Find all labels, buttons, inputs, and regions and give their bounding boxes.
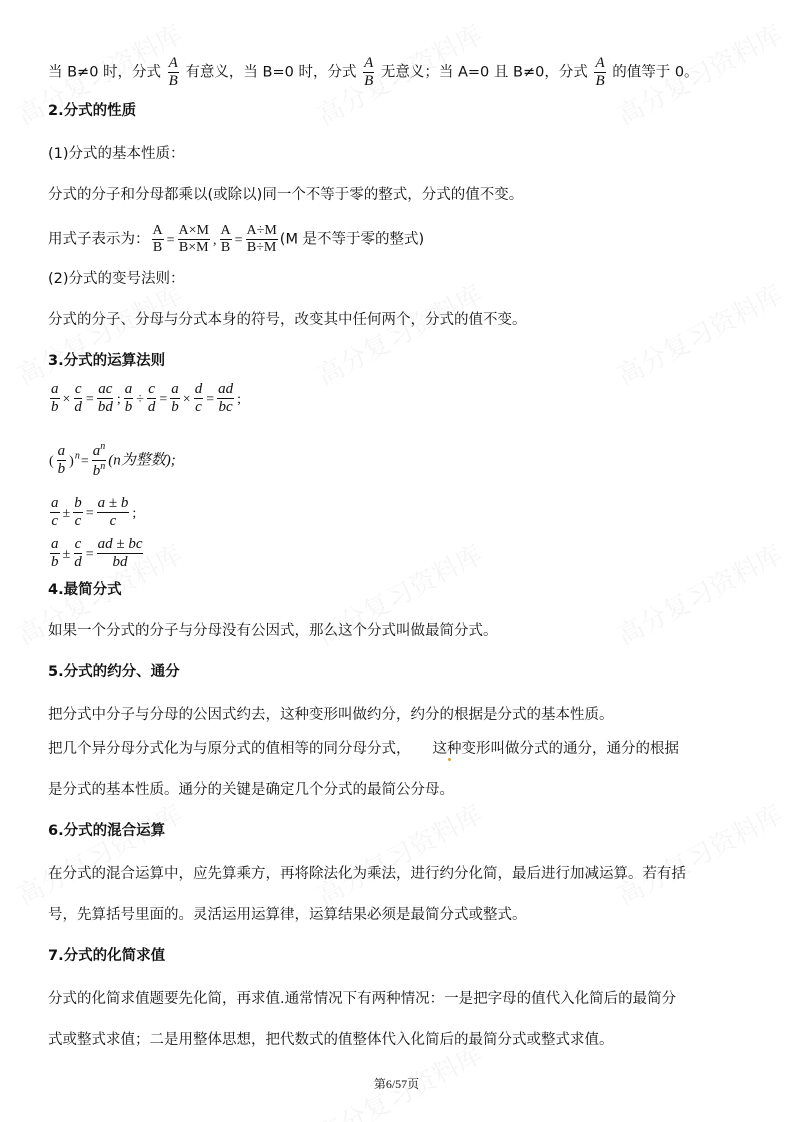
fraction: $\frac{a}{b}$ <box>51 381 59 415</box>
paragraph-common-denominator: 把几个异分母分式化为与原分式的值相等的同分母分式， 这种变形叫做分式的通分，通分的根据 <box>48 741 679 757</box>
fraction: $\frac{A}{B}$ <box>220 223 231 255</box>
paragraph-simplest-fraction: 如果一个分式的分子与分母没有公因式，那么这个分式叫做最简分式。 <box>48 623 498 639</box>
fraction: $\frac{a}{b}$ <box>57 443 66 477</box>
line-definition: 当 B≠0 时，分式 $\frac{A}{B}$ 有意义，当 B=0 时，分式 $\frac{A}{B}$ 无意义；当 A=0 且 B≠0，分式 $\frac{A}{B}$ 的值等于 0。 <box>48 55 699 89</box>
fraction: $\frac{ad}{bc}$ <box>218 381 234 415</box>
fraction: $\frac{d}{c}$ <box>194 381 203 415</box>
watermark <box>310 795 488 913</box>
watermark <box>10 275 188 393</box>
fraction: $\frac{a}{b}$ <box>51 536 59 570</box>
paragraph-sign-rule: 分式的分子、分母与分式本身的符号，改变其中任何两个，分式的值不变。 <box>48 312 527 328</box>
orange-dot <box>448 758 451 761</box>
paragraph-basic-property: 分式的分子和分母都乘以(或除以)同一个不等于零的整式，分式的值不变。 <box>48 187 524 203</box>
formula-different-denominator: $\frac{a}{b}$ ± $\frac{c}{d}$ = $\frac{ad \pm bc}{bd}$ <box>51 536 143 570</box>
subheading-basic-property: (1)分式的基本性质： <box>48 146 185 162</box>
fraction: $\frac{a \pm b}{c}$ <box>97 495 129 529</box>
watermark <box>10 795 188 913</box>
fraction-a-over-b: $\frac{A}{B}$ <box>595 55 605 89</box>
fraction: $\frac{a^n}{b^n}$ <box>92 441 106 479</box>
fraction: $\frac{c}{d}$ <box>74 536 82 570</box>
fraction: $\frac{ad \pm bc}{bd}$ <box>97 536 143 570</box>
fraction-a-over-b: $\frac{A}{B}$ <box>168 55 178 89</box>
formula-power: ( $\frac{a}{b}$ )$^n$= $\frac{a^n}{b^n}$ (n为整数); <box>49 441 176 479</box>
paragraph-simplify-evaluate-cont: 式或整式求值；二是用整体思想，把代数式的值整体代入化简后的最简分式或整式求值。 <box>48 1032 614 1048</box>
fraction: $\frac{a}{b}$ <box>171 381 179 415</box>
paragraph-common-denominator-cont: 是分式的基本性质。通分的关键是确定几个分式的最简公分母。 <box>48 782 454 798</box>
fraction: $\frac{c}{d}$ <box>74 381 82 415</box>
fraction-a-over-b: $\frac{A}{B}$ <box>364 55 374 89</box>
watermark <box>310 275 488 393</box>
section-heading-5: 5.分式的约分、通分 <box>48 664 180 680</box>
paragraph-mixed-operations-cont: 号，先算括号里面的。灵活运用运算律，运算结果必须是最简分式或整式。 <box>48 907 527 923</box>
page-number: 第6/57页 <box>373 1077 420 1091</box>
fraction: $\frac{ac}{bd}$ <box>97 381 113 415</box>
fraction: $\frac{a}{b}$ <box>124 381 133 415</box>
paragraph-reduction: 把分式中分子与分母的公因式约去，这种变形叫做约分，约分的根据是分式的基本性质。 <box>48 707 614 723</box>
formula-basic-property: 用式子表示为： $\frac{A}{B}$ = $\frac{A\times M}{B\times M}$ , $\frac{A}{B}$ = $\frac{A\div M}{B\div M}$ (M 是不等于零的整式) <box>48 223 425 255</box>
section-heading-2: 2.分式的性质 <box>48 103 137 119</box>
fraction: $\frac{c}{d}$ <box>147 381 156 415</box>
subheading-sign-rule: (2)分式的变号法则： <box>48 271 185 287</box>
paragraph-mixed-operations: 在分式的混合运算中，应先算乘方，再将除法化为乘法，进行约分化简，最后进行加减运算。若有括 <box>48 866 686 882</box>
watermark <box>610 275 788 393</box>
formula-multiply-divide: $\frac{a}{b}$ × $\frac{c}{d}$ = $\frac{ac}{bd}$ ; $\frac{a}{b}$ ÷ $\frac{c}{d}$ = $\frac{a}{b}$ × $\frac{d}{c}$ = $\frac{ad}{bc}$ ; <box>51 381 241 415</box>
fraction: $\frac{b}{c}$ <box>74 495 82 529</box>
fraction: $\frac{A\times M}{B\times M}$ <box>178 223 209 255</box>
section-heading-4: 4.最简分式 <box>48 582 122 598</box>
section-heading-3: 3.分式的运算法则 <box>48 353 166 369</box>
fraction: $\frac{a}{c}$ <box>51 495 59 529</box>
fraction: $\frac{A}{B}$ <box>152 223 163 255</box>
watermark <box>610 795 788 913</box>
formula-same-denominator: $\frac{a}{c}$ ± $\frac{b}{c}$ = $\frac{a \pm b}{c}$ ; <box>51 495 137 529</box>
paragraph-simplify-evaluate: 分式的化简求值题要先化简，再求值.通常情况下有两种情况：一是把字母的值代入化简后的最简分 <box>48 991 677 1007</box>
section-heading-7: 7.分式的化简求值 <box>48 948 166 964</box>
section-heading-6: 6.分式的混合运算 <box>48 823 166 839</box>
fraction: $\frac{A\div M}{B\div M}$ <box>246 223 277 255</box>
